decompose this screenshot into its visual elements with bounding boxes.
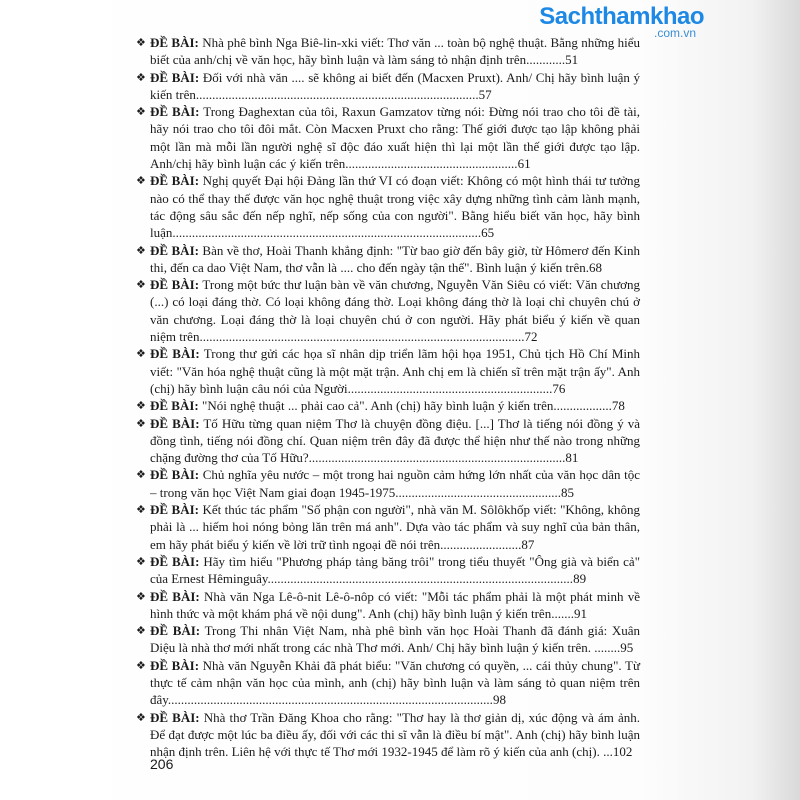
entry-page-number: 98	[492, 692, 506, 708]
diamond-bullet-icon: ❖	[136, 347, 146, 361]
entry-text: Bàn về thơ, Hoài Thanh khẳng định: "Từ bao giờ đến bây giờ, từ Hômerơ đến Kinh thi, đến ca dao Việt Nam, thơ vẫn là .... cho đến ngày tận thế". Bình luận ý kiến trên.	[150, 242, 641, 275]
entry-text: Nhà phê bình Nga Biê-lin-xki viết: Thơ văn ... toàn bộ nghệ thuật. Bằng những hiểu biết của anh/chị về văn học, hãy bình luận và làm sáng tỏ nhận định trên............	[150, 35, 641, 68]
entry-page-number: 68	[588, 259, 602, 275]
toc-entry	[136, 709, 640, 761]
diamond-bullet-icon: ❖	[136, 36, 146, 49]
entry-text: Đối với nhà văn .... sẽ không ai biết đến (Macxen Pruxt). Anh/ Chị hãy bình luận ý kiến trên.......................................................................................	[150, 69, 641, 102]
entry-label: ĐỀ BÀI:	[150, 69, 200, 85]
diamond-bullet-icon: ❖	[136, 70, 146, 84]
entry-text: Nhà thơ Trần Đăng Khoa cho rằng: "Thơ hay là thơ giản dị, xúc động và ám ảnh. Để đạt được một lúc ba điều ấy, đối với các thi sĩ vẫn là điều bí mật". Anh (chị) hãy bình luận nhận định trên. Liên hệ với thực tế Thơ mới 1932-1945 để làm rõ ý kiến của anh (chị). ...	[150, 709, 640, 760]
toc-entry	[136, 242, 641, 277]
entry-page-number: 102	[612, 744, 633, 760]
toc-entry	[136, 172, 640, 241]
entry-text: Hãy tìm hiểu "Phương pháp tảng băng trôi" trong tiểu thuyết "Ông già và biển cả" của Ernest Hêminguây..............................................................................................	[150, 553, 640, 587]
page-number: 206	[150, 756, 174, 772]
entry-label: ĐỀ BÀI:	[150, 657, 200, 673]
entry-label: ĐỀ BÀI:	[150, 623, 201, 639]
toc-entry	[136, 276, 641, 345]
entry-label: ĐỀ BÀI:	[150, 467, 200, 483]
entry-text: Trong Thi nhân Việt Nam, nhà phê bình văn học Hoài Thanh đã đánh giá: Xuân Diệu là nhà thơ mới nhất trong các nhà Thơ mới. Anh/ Chị hãy bình luận ý kiến trên. ........	[150, 623, 641, 656]
entry-text: Nhà văn Nga Lê-ô-nit Lê-ô-nôp có viết: "Mỗi tác phẩm phải là một phát minh về hình thức và một khám phá về nội dung". Anh (chị) hãy bình luận ý kiến trên.......	[150, 588, 640, 621]
entry-page-number: 78	[611, 398, 625, 414]
toc-entry	[136, 345, 641, 397]
diamond-bullet-icon: ❖	[136, 710, 146, 724]
toc-entry	[136, 553, 640, 588]
entry-label: ĐỀ BÀI:	[150, 502, 199, 518]
entry-label: ĐỀ BÀI:	[150, 415, 200, 431]
diamond-bullet-icon: ❖	[136, 658, 146, 672]
entry-page-number: 87	[521, 536, 535, 552]
entry-label: ĐỀ BÀI:	[150, 104, 200, 120]
entry-label: ĐỀ BÀI:	[150, 553, 200, 569]
watermark-domain: .com.vn	[653, 26, 696, 40]
toc-entry	[136, 69, 641, 104]
entry-page-number: 76	[552, 380, 566, 396]
diamond-bullet-icon: ❖	[136, 468, 146, 482]
entry-text: Trong Đaghextan của tôi, Raxun Gamzatov từng nói: Đừng nói trao cho tôi đề tài, hãy nói trao cho tôi đôi mắt. Còn Macxen Pruxt cho rằng: Thế giới được tạo lập không phải một lần mà mỗi lần người nghệ sĩ độc đáo xuất hiện thì lại một lần thế giới được tạo lập. Anh/chị hãy bình luận các ý kiến trên.....................................................	[150, 104, 640, 172]
entry-text: Nhà văn Nguyễn Khải đã phát biểu: "Văn chương có quyền, ... cái thủy chung". Từ thực tế cảm nhận văn học của mình, anh (chị) hãy bình luận và làm sáng tỏ quan niệm trên đây....................................................................................................	[150, 657, 640, 708]
entry-page-number: 72	[524, 329, 538, 345]
entry-label: ĐỀ BÀI:	[150, 277, 200, 293]
entry-label: ĐỀ BÀI:	[150, 709, 200, 725]
entry-text: Trong thư gửi các họa sĩ nhân dịp triển lãm hội họa 1951, Chủ tịch Hồ Chí Minh viết: "Văn hóa nghệ thuật cũng là một mặt trận. Anh chị em là chiến sĩ trên mặt trận ấy". Anh (chị) hãy bình luận câu nói của Người...............................................................	[150, 346, 641, 396]
watermark-brand: Sachthamkhao	[539, 3, 704, 30]
diamond-bullet-icon: ❖	[136, 174, 146, 188]
diamond-bullet-icon: ❖	[136, 503, 146, 517]
entry-page-number: 51	[565, 52, 579, 68]
entry-page-number: 65	[481, 225, 495, 241]
toc-entry	[136, 657, 640, 709]
toc-entry	[136, 588, 640, 623]
entry-text: Trong một bức thư luận bàn về văn chương, Nguyễn Văn Siêu có viết: Văn chương (...) có loại đáng thờ. Có loại không đáng thờ. Loại không đáng thờ là loại chỉ chuyên chú ở văn chương. Loại đáng thờ là loại chuyên chú ở con người. Hãy phát biểu ý kiến về quan niệm trên....................................................................................................	[150, 277, 641, 345]
entry-page-number: 91	[573, 605, 587, 621]
table-of-contents-list	[136, 34, 641, 760]
entry-page-number: 81	[565, 450, 579, 466]
diamond-bullet-icon: ❖	[136, 399, 146, 413]
entry-label: ĐỀ BÀI:	[150, 242, 199, 258]
entry-label: ĐỀ BÀI:	[150, 173, 200, 189]
entry-label: ĐỀ BÀI:	[150, 346, 200, 362]
entry-label: ĐỀ BÀI:	[150, 35, 199, 50]
entry-page-number: 85	[560, 484, 574, 500]
entry-label: ĐỀ BÀI:	[150, 588, 200, 604]
diamond-bullet-icon: ❖	[136, 105, 146, 119]
toc-entry	[136, 103, 640, 172]
toc-entry	[136, 466, 641, 501]
toc-entry	[136, 34, 641, 69]
entry-text: Nghị quyết Đại hội Đảng lần thứ VI có đoạn viết: Không có một hình thái tư tưởng nào có thể thay thế được văn học nghệ thuật trong việc xây dựng những tình cảm lành mạnh, tác động sâu sắc đến nếp nghĩ, nếp sống của con người". Bằng hiểu biết văn học, hãy bình luận...............................................................................................	[150, 173, 640, 241]
diamond-bullet-icon: ❖	[136, 416, 146, 430]
entry-page-number: 57	[478, 86, 492, 102]
entry-page-number: 61	[517, 156, 531, 172]
diamond-bullet-icon: ❖	[136, 624, 146, 638]
diamond-bullet-icon: ❖	[136, 589, 146, 603]
entry-text: Kết thúc tác phẩm "Số phận con người", nhà văn M. Sôlôkhốp viết: "Không, không phải là ... hiếm hoi nóng bỏng lăn trên má anh". Dựa vào tác phẩm và suy nghĩ của bản thân, em hãy phát biểu ý kiến về lời trữ tình ngoại đề nói trên.........................	[150, 502, 640, 552]
entry-label: ĐỀ BÀI:	[150, 398, 199, 414]
toc-entry	[136, 397, 640, 414]
entry-text: Tố Hữu từng quan niệm Thơ là chuyện đồng điệu. [...] Thơ là tiếng nói đồng ý và đồng tình, tiếng nói đồng chí. Quan niệm trên đây đã được thể hiện như thế nào trong những chặng đường thơ của Tố Hữu?...............................................................................	[150, 415, 640, 466]
entry-text: "Nói nghệ thuật ... phải cao cả". Anh (chị) hãy bình luận ý kiến trên..................	[202, 398, 612, 414]
diamond-bullet-icon: ❖	[136, 278, 146, 292]
diamond-bullet-icon: ❖	[136, 554, 146, 568]
toc-entry	[136, 622, 641, 657]
diamond-bullet-icon: ❖	[136, 243, 146, 257]
toc-entry	[136, 415, 640, 467]
entry-text: Chủ nghĩa yêu nước – một trong hai nguồn cảm hứng lớn nhất của văn học dân tộc – trong văn học Việt Nam giai đoạn 1945-1975...................................................	[150, 467, 641, 500]
toc-entry	[136, 501, 640, 553]
entry-page-number: 95	[620, 640, 634, 656]
entry-page-number: 89	[573, 571, 587, 587]
